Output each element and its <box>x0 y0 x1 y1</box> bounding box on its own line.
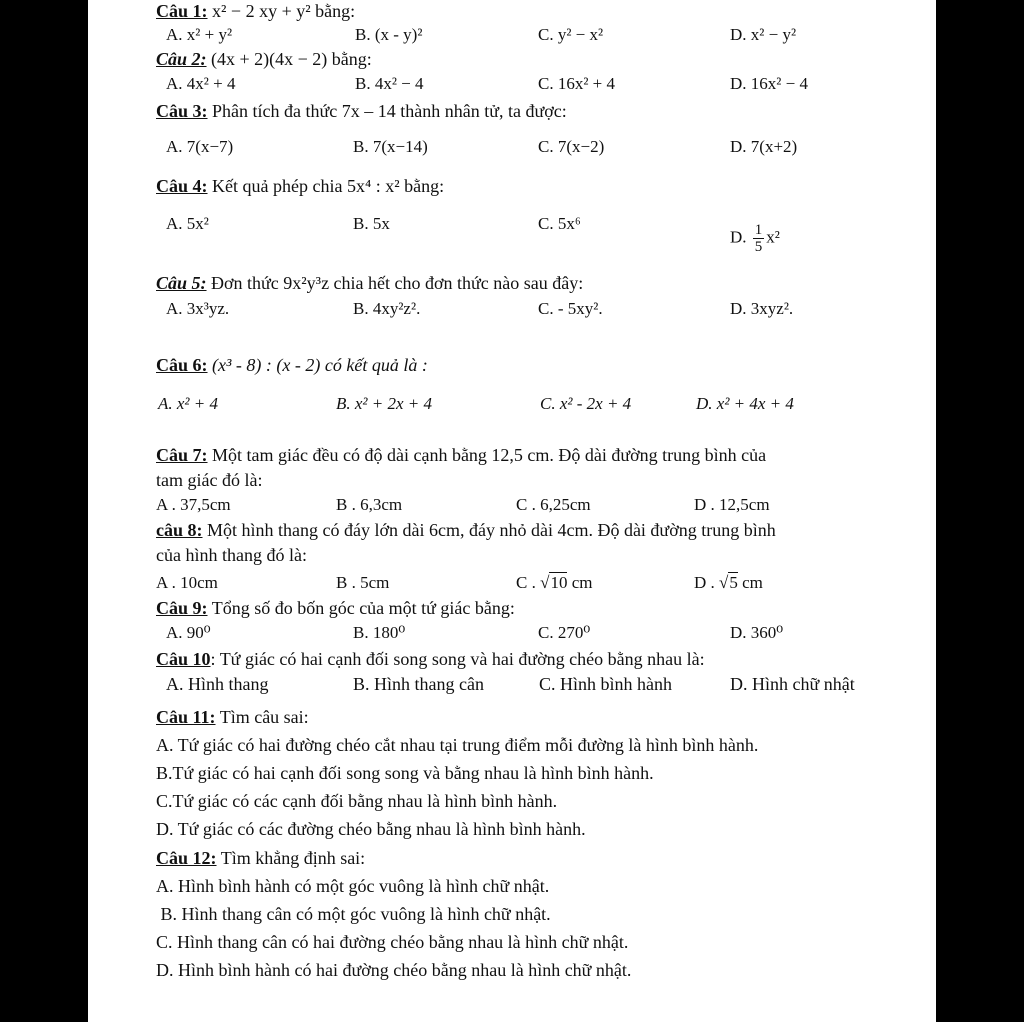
q4-option-b: B. 5x <box>353 214 390 233</box>
q6-option-b: B. x² + 2x + 4 <box>336 394 433 413</box>
q7-option-c: C . 6,25cm <box>516 495 591 514</box>
question-text: Một tam giác đều có độ dài cạnh bằng 12,5 cm. Độ dài đường trung bình của <box>212 445 767 465</box>
question-8-continued: của hình thang đó là: <box>156 545 307 565</box>
question-text: Tổng số đo bốn góc của một tứ giác bằng: <box>211 598 515 618</box>
question-text: Tìm câu sai: <box>219 707 309 727</box>
question-text: Tìm khẳng định sai: <box>220 848 366 868</box>
q3-option-b: B. 7(x−14) <box>353 137 428 156</box>
q12-statement-d: D. Hình bình hành có hai đường chéo bằng nhau là hình chữ nhật. <box>156 960 632 980</box>
q10-option-a: A. Hình thang <box>166 674 269 694</box>
question-text: (x³ - 8) : (x - 2) có kết quả là : <box>212 355 428 375</box>
q4-option-c: C. 5x⁶ <box>538 214 581 233</box>
question-text: Kết quả phép chia 5x⁴ : x² bằng: <box>212 176 445 196</box>
q3-option-c: C. 7(x−2) <box>538 137 605 156</box>
question-text: Một hình thang có đáy lớn dài 6cm, đáy nhỏ dài 4cm. Độ dài đường trung bình <box>207 520 776 540</box>
question-label: Câu 3: <box>156 101 208 121</box>
q4-option-a: A. 5x² <box>166 214 209 233</box>
question-9 <box>156 597 515 619</box>
question-text: (4x + 2)(4x − 2) bằng: <box>211 49 372 69</box>
question-6 <box>156 354 428 376</box>
question-text: x² − 2 xy + y² bằng: <box>212 1 356 21</box>
question-label: Câu 5: <box>156 273 207 293</box>
question-label: Câu 1: <box>156 1 208 21</box>
question-label: Câu 4: <box>156 176 208 196</box>
q2-option-a: A. 4x² + 4 <box>166 74 236 93</box>
q5-option-a: A. 3x³yz. <box>166 299 230 318</box>
q7-option-b: B . 6,3cm <box>336 495 403 514</box>
question-12 <box>156 847 365 869</box>
q10-option-d: D. Hình chữ nhật <box>730 674 855 694</box>
question-7 <box>156 444 766 466</box>
q11-statement-a: A. Tứ giác có hai đường chéo cắt nhau tại trung điểm mỗi đường là hình bình hành. <box>156 735 759 755</box>
question-2 <box>156 48 372 70</box>
q2-option-c: C. 16x² + 4 <box>538 74 616 93</box>
q6-option-a: A. x² + 4 <box>158 394 218 413</box>
q1-option-b: B. (x - y)² <box>355 25 423 44</box>
question-11 <box>156 706 309 728</box>
question-10 <box>156 648 705 670</box>
question-3 <box>156 100 567 122</box>
question-label: Câu 12: <box>156 848 217 868</box>
q7-option-a: A . 37,5cm <box>156 495 231 514</box>
question-label: Câu 9: <box>156 598 208 618</box>
q6-option-c: C. x² - 2x + 4 <box>540 394 632 413</box>
question-1 <box>156 0 355 22</box>
q7-option-d: D . 12,5cm <box>694 495 770 514</box>
question-4 <box>156 175 444 197</box>
q8-option-b: B . 5cm <box>336 573 390 592</box>
q4-option-d: D. $\frac{1}{5}$ x² <box>730 222 780 255</box>
q1-option-c: C. y² − x² <box>538 25 604 44</box>
question-5 <box>156 272 583 294</box>
q5-option-c: C. - 5xy². <box>538 299 603 318</box>
question-7-continued: tam giác đó là: <box>156 470 263 490</box>
q11-statement-d: D. Tứ giác có các đường chéo bằng nhau là hình bình hành. <box>156 819 586 839</box>
q10-option-b: B. Hình thang cân <box>353 674 484 694</box>
q9-option-d: D. 360⁰ <box>730 623 784 642</box>
q11-statement-c: C.Tứ giác có các cạnh đối bằng nhau là hình bình hành. <box>156 791 558 811</box>
q1-option-d: D. x² − y² <box>730 25 797 44</box>
q1-option-a: A. x² + y² <box>166 25 233 44</box>
fraction: $\frac{1}{5}$ <box>754 222 763 255</box>
q12-statement-b: B. Hình thang cân có một góc vuông là hình chữ nhật. <box>156 904 551 924</box>
question-label: Câu 11: <box>156 707 216 727</box>
q10-option-c: C. Hình bình hành <box>539 674 672 694</box>
q9-option-c: C. 270⁰ <box>538 623 591 642</box>
question-text: Phân tích đa thức 7x – 14 thành nhân tử, ta được: <box>212 101 567 121</box>
q9-option-a: A. 90⁰ <box>166 623 211 642</box>
question-label: Câu 10 <box>156 649 211 669</box>
question-label: Câu 6: <box>156 355 208 375</box>
q6-option-d: D. x² + 4x + 4 <box>696 394 794 413</box>
question-text: Đơn thức 9x²y³z chia hết cho đơn thức nào sau đây: <box>211 273 584 293</box>
q8-option-a: A . 10cm <box>156 573 218 592</box>
q8-option-d: D . √5 cm <box>694 573 763 592</box>
q12-statement-a: A. Hình bình hành có một góc vuông là hình chữ nhật. <box>156 876 550 896</box>
q2-option-b: B. 4x² − 4 <box>355 74 424 93</box>
q11-statement-b: B.Tứ giác có hai cạnh đối song song và bằng nhau là hình bình hành. <box>156 763 654 783</box>
q12-statement-c: C. Hình thang cân có hai đường chéo bằng nhau là hình chữ nhật. <box>156 932 629 952</box>
q3-option-d: D. 7(x+2) <box>730 137 798 156</box>
q9-option-b: B. 180⁰ <box>353 623 406 642</box>
q5-option-b: B. 4xy²z². <box>353 299 421 318</box>
q5-option-d: D. 3xyz². <box>730 299 794 318</box>
q8-option-c: C . √10 cm <box>516 573 593 592</box>
question-label: câu 8: <box>156 520 203 540</box>
worksheet-page <box>88 0 936 1022</box>
question-label: Câu 2: <box>156 49 207 69</box>
question-text: : Tứ giác có hai cạnh đối song song và hai đường chéo bằng nhau là: <box>210 649 705 669</box>
question-label: Câu 7: <box>156 445 208 465</box>
q3-option-a: A. 7(x−7) <box>166 137 234 156</box>
q2-option-d: D. 16x² − 4 <box>730 74 808 93</box>
question-8 <box>156 519 776 541</box>
